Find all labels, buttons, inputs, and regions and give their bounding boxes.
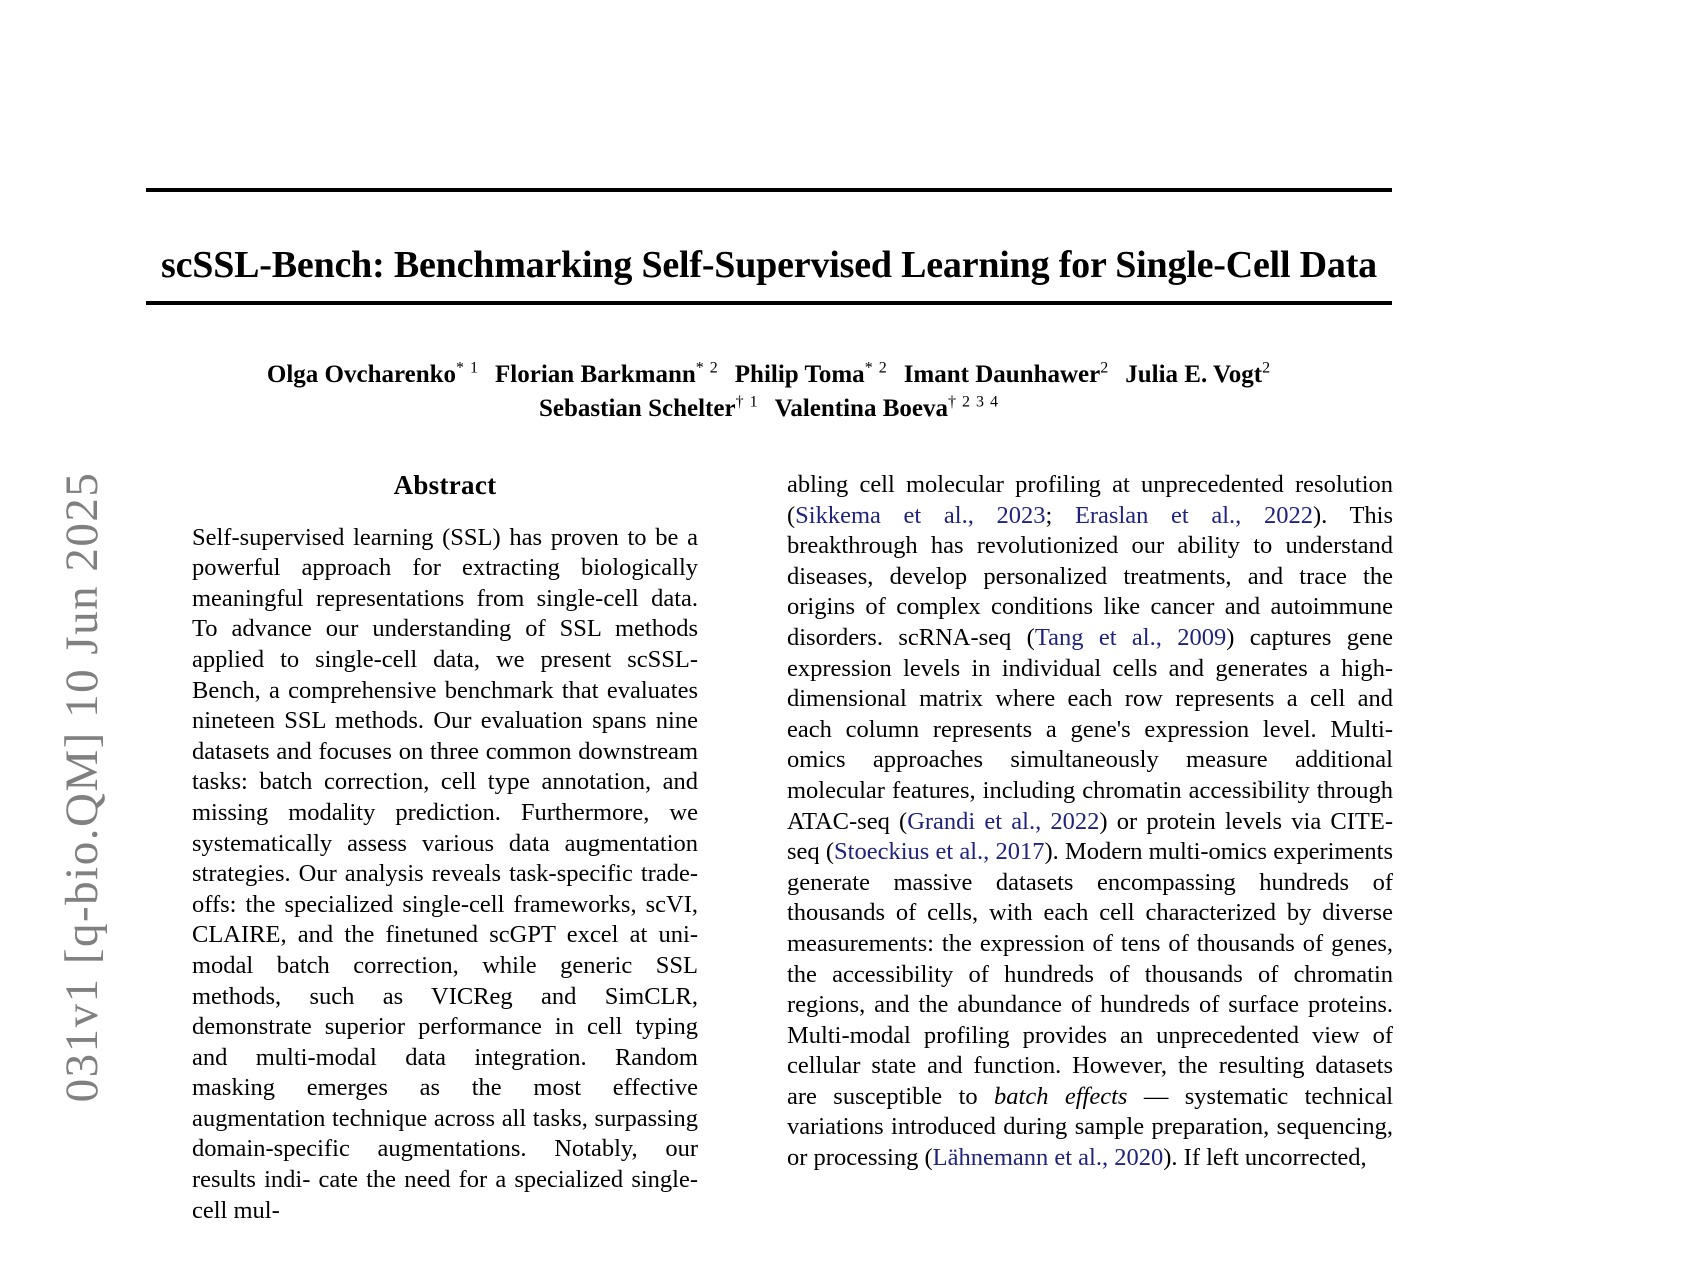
page-title: scSSL-Bench: Benchmarking Self-Supervised Learning for Single-Cell Data [161,244,1377,287]
author-line-1 [146,358,1392,391]
citation-link[interactable]: Sikkema et al., 2023 [795,501,1046,529]
author-affiliation-marker: 2 [1100,360,1110,377]
citation-link[interactable]: Grandi et al., 2022 [907,807,1100,835]
introduction-text: abling cell molecular profiling at unprecedented resolution (Sikkema et al., 2023; Eraslan et al., 2022). This breakthrough has revolutionized our ability to understand diseases, develop personalized treatments, and trace the origins of complex conditions like cancer and autoimmune disorders. scRNA-seq (Tang et al., 2009) captures gene expression levels in individual cells and generates a high-dimensional matrix where each row represents a cell and each column represents a gene's expression level. Multi-omics approaches simultaneously measure additional molecular features, including chromatin accessibility through ATAC-seq (Grandi et al., 2022) or protein levels via CITE-seq (Stoeckius et al., 2017). Modern multi-omics experiments generate massive datasets encompassing hundreds of thousands of cells, with each cell characterized by diverse measurements: the expression of tens of thousands of genes, the accessibility of hundreds of thousands of chromatin regions, and the abundance of hundreds of surface proteins. Multi-modal profiling provides an unprecedented view of cellular state and function. However, the resulting datasets are susceptible to batch effects — systematic technical variations introduced during sample preparation, sequencing, or processing (Lähnemann et al., 2020). If left uncorrected, [787,471,1394,1172]
author-affiliation-marker: * 1 [456,360,480,377]
citation-link[interactable]: Eraslan et al., 2022 [1074,501,1313,529]
citation-link[interactable]: Lähnemann et al., 2020 [932,1144,1164,1172]
title-rule-top [146,188,1392,192]
author-affiliation-marker: 2 [1262,360,1272,377]
author-name: Philip Toma$^{* 2}$ [734,360,888,389]
author-affiliation-marker: * 2 [864,360,888,377]
citation-link[interactable]: Stoeckius et al., 2017 [834,838,1045,866]
author-name: Sebastian Schelter$^{\dagger 1}$ [539,393,759,422]
title-rule-bottom [146,301,1392,305]
introduction-column [787,470,1393,1174]
author-affiliation-marker: † 2 3 4 [947,393,999,411]
author-name: Julia E. Vogt$^2$ [1125,360,1272,389]
abstract-column [192,470,698,1226]
author-line-2 [146,391,1392,424]
citation-link[interactable]: Tang et al., 2009 [1034,623,1227,651]
emphasized-term: batch effects [994,1082,1128,1110]
author-affiliation-marker: * 2 [695,360,719,377]
author-name: Imant Daunhawer$^2$ [903,360,1110,389]
author-name: Florian Barkmann$^{* 2}$ [495,360,719,389]
abstract-heading: Abstract [393,470,497,500]
author-list [146,358,1392,425]
arxiv-identifier-stamp: 031v1 [q-bio.QM] 10 Jun 2025 [56,471,108,1103]
author-name: Olga Ovcharenko$^{* 1}$ [266,360,480,389]
author-affiliation-marker: † 1 [735,393,759,411]
abstract-text: Self-supervised learning (SSL) has proven to be a powerful approach for extracting biologically meaningful representations from single-cell data. To advance our understanding of SSL methods applied to single-cell data, we present scSSL-Bench, a comprehensive benchmark that evaluates nineteen SSL methods. Our evaluation spans nine datasets and focuses on three common downstream tasks: batch correction, cell type annotation, and missing modality prediction. Furthermore, we systematically assess various data augmentation strategies. Our analysis reveals task-specific trade-offs: the specialized single-cell frameworks, scVI, CLAIRE, and the finetuned scGPT excel at uni-modal batch correction, while generic SSL methods, such as VICReg and SimCLR, demonstrate superior performance in cell typing and multi-modal data integration. Random masking emerges as the most effective augmentation technique across all tasks, surpassing domain-specific augmentations. Notably, our results indi- cate the need for a specialized single-cell mul- [192,523,698,1224]
author-name: Valentina Boeva$^{\dagger 2 3 4}$ [774,393,999,422]
